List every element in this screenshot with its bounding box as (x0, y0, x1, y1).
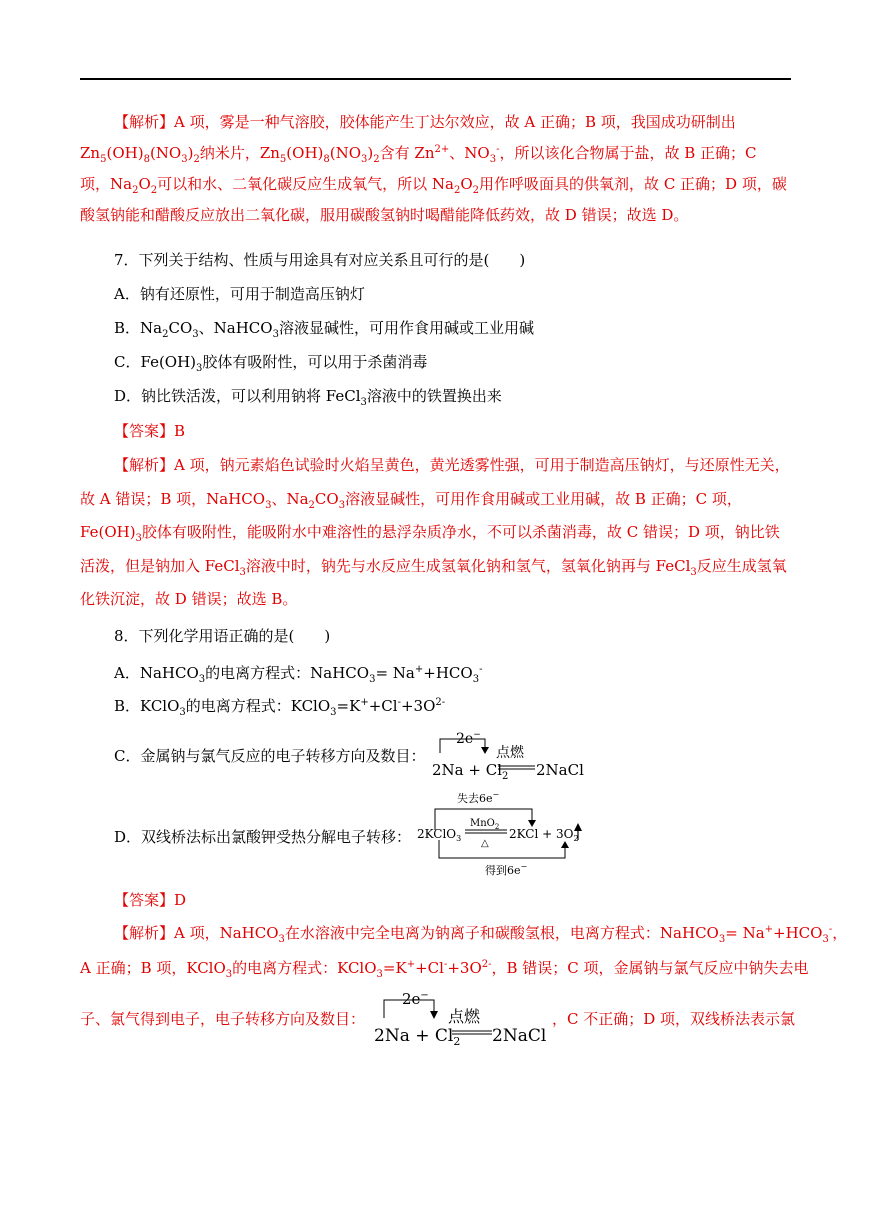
q8-answer: 【答案】D (114, 891, 187, 909)
catalyst-label: MnO$_2$ (470, 818, 500, 831)
analysis-label: 【解析】 (114, 113, 175, 131)
product-label: 2NaCl (492, 1026, 547, 1046)
reactants-label: $2Na + Cl_2$ (374, 1026, 461, 1048)
products-label: $2KCl + 3O_2$ (509, 827, 579, 843)
q8-analysis-line2: A 正确；B 项，KClO$_3$的电离方程式：$KClO_3=K^++Cl^-+3O^{2-}$，B 错误；C 项，金属钠与氯气反应中钠失去电 (80, 959, 809, 980)
q8-analysis-line3b: ，C 不正确；D 项，双线桥法表示氯 (552, 1010, 796, 1028)
double-bridge-equation-kclo3 (415, 788, 595, 880)
heat-symbol: △ (481, 838, 489, 849)
q7-option-c: C．$Fe(OH)_3$胶体有吸附性，可以用于杀菌消毒 (114, 353, 428, 374)
electron-count-label: 2e− (402, 990, 429, 1008)
q7-option-b: B．$Na_2CO_3$、NaHCO$_3$溶液显碱性，可用作食用碱或工业用碱 (114, 319, 534, 340)
q8-option-a: A．NaHCO$_3$的电离方程式：NaHCO$_3$= $Na^++HCO_3^-$ (114, 664, 483, 685)
condition-label: 点燃 (496, 745, 524, 761)
q8-analysis-line1: 【解析】A 项，NaHCO$_3$在水溶液中完全电离为钠离子和碳酸氢根，电离方程式：NaHCO$_3$= $Na^++HCO_3^-$， (114, 924, 848, 945)
product-label: 2NaCl (536, 761, 584, 779)
q7-option-a: A．钠有还原性，可用于制造高压钠灯 (114, 285, 365, 303)
q8-option-d: D．双线桥法标出氯酸钾受热分解电子转移： (114, 828, 412, 846)
condition-label: 点燃 (448, 1007, 481, 1026)
electron-transfer-equation-na (430, 728, 590, 780)
q8-option-c: C．金属钠与氯气反应的电子转移方向及数目： (114, 747, 426, 765)
q7-analysis: 【解析】A 项，钠元素焰色试验时火焰呈黄色，黄光透雾性强，可用于制造高压钠灯，与还原性无关，故 A 错误；B 项，NaHCO$_3$、$Na_2CO_3$溶液显碱性，可用作食用碱或工业用碱，故 B 正确；C 项，$Fe(OH)_3$胶体有吸附性，能吸附水中难溶性的悬浮杂质净水，不可以杀菌消毒，故 C 错误；D 项，钠比铁活泼，但是钠加入 FeCl$_3$溶液中时，钠先与水反应生成氢氧化钠和氢气，氢氧化钠再与 FeCl$_3$反应生成氢氧化铁沉淀，故 D 错误；故选 B。 (80, 456, 790, 608)
header-rule (80, 78, 791, 80)
q7-option-d: D．钠比铁活泼，可以利用钠将 FeCl$_3$溶液中的铁置换出来 (114, 387, 502, 408)
q8-stem: 8．下列化学用语正确的是( ) (114, 627, 331, 645)
arrow-head (481, 747, 489, 754)
lose-electrons-label: 失去6e− (457, 790, 500, 805)
electron-count-label: 2e− (456, 730, 481, 747)
q7-stem: 7．下列关于结构、性质与用途具有对应关系且可行的是( ) (114, 251, 526, 269)
reactants-label: $2Na + Cl_2$ (432, 761, 509, 780)
q7-answer: 【答案】B (114, 422, 186, 440)
q8-option-b: B．KClO$_3$的电离方程式：$KClO_3=K^++Cl^-+3O^{2-}$ (114, 697, 446, 718)
q8-analysis-line3a: 子、氯气得到电子，电子转移方向及数目： (80, 1010, 366, 1028)
reactant-label: 2KClO$_3$ (417, 827, 462, 843)
electron-transfer-equation-na-inline (372, 988, 552, 1048)
gas-arrow (574, 823, 582, 831)
analysis-label: 【解析】 (114, 456, 175, 474)
analysis-label: 【解析】 (114, 924, 175, 942)
gain-electrons-label: 得到6e− (485, 862, 528, 877)
arrow-head (430, 1011, 438, 1019)
q6-analysis: 【解析】A 项，雾是一种气溶胶，胶体能产生丁达尔效应，故 A 正确；B 项，我国成功研制出 $Zn_5(OH)_8(NO_3)_2$纳米片，$Zn_5(OH)_8(NO_3)_2$含有 $Zn^{2+}$、$NO_3^-$，所以该化合物属于盐，故 B 正确；C 项，$Na_2O_2$可以和水、二氧化碳反应生成氧气，所以 $Na_2O_2$用作呼吸面具的供氧剂，故 C 正确；D 项，碳酸氢钠能和醋酸反应放出二氧化碳，服用碳酸氢钠时喝醋能降低药效，故 D 错误；故选 D。 (80, 113, 787, 224)
